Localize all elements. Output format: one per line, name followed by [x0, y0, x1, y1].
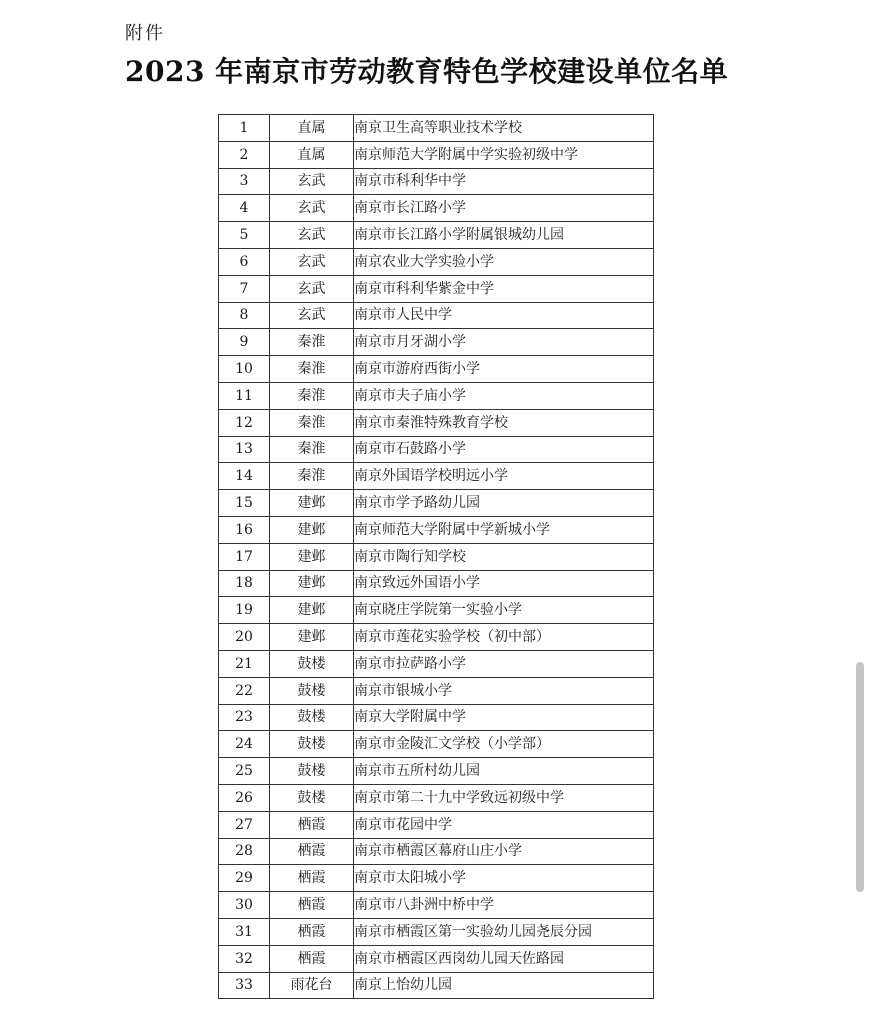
row-school-name: 南京卫生高等职业技术学校	[354, 115, 654, 142]
table-row	[219, 382, 654, 409]
row-number: 26	[219, 784, 270, 811]
row-school-name: 南京师范大学附属中学实验初级中学	[354, 141, 654, 168]
row-number: 30	[219, 892, 270, 919]
table-row	[219, 731, 654, 758]
row-district: 栖霞	[270, 838, 354, 865]
table-row	[219, 543, 654, 570]
table-row	[219, 302, 654, 329]
table-row	[219, 865, 654, 892]
table-row	[219, 784, 654, 811]
table-row	[219, 248, 654, 275]
row-school-name: 南京致远外国语小学	[354, 570, 654, 597]
row-district: 栖霞	[270, 811, 354, 838]
row-number: 14	[219, 463, 270, 490]
row-number: 32	[219, 945, 270, 972]
row-number: 5	[219, 222, 270, 249]
row-number: 9	[219, 329, 270, 356]
row-school-name: 南京市月牙湖小学	[354, 329, 654, 356]
row-school-name: 南京市拉萨路小学	[354, 650, 654, 677]
table-row	[219, 918, 654, 945]
table-row	[219, 490, 654, 517]
row-school-name: 南京市花园中学	[354, 811, 654, 838]
row-number: 8	[219, 302, 270, 329]
row-school-name: 南京市栖霞区幕府山庄小学	[354, 838, 654, 865]
row-district: 鼓楼	[270, 731, 354, 758]
row-number: 28	[219, 838, 270, 865]
table-row	[219, 811, 654, 838]
table-row	[219, 409, 654, 436]
attachment-label: 附件	[125, 23, 165, 44]
row-number: 1	[219, 115, 270, 142]
row-district: 秦淮	[270, 436, 354, 463]
row-district: 玄武	[270, 222, 354, 249]
table-row	[219, 222, 654, 249]
row-number: 2	[219, 141, 270, 168]
table-row	[219, 141, 654, 168]
table-row	[219, 892, 654, 919]
school-list-body	[219, 115, 654, 999]
row-district: 玄武	[270, 248, 354, 275]
table-row	[219, 329, 654, 356]
table-row	[219, 463, 654, 490]
row-district: 建邺	[270, 624, 354, 651]
row-number: 19	[219, 597, 270, 624]
table-row	[219, 168, 654, 195]
row-number: 3	[219, 168, 270, 195]
table-row	[219, 838, 654, 865]
table-row	[219, 516, 654, 543]
row-district: 玄武	[270, 275, 354, 302]
table-row	[219, 195, 654, 222]
row-number: 25	[219, 758, 270, 785]
row-school-name: 南京市五所村幼儿园	[354, 758, 654, 785]
row-district: 鼓楼	[270, 650, 354, 677]
table-row	[219, 677, 654, 704]
row-number: 27	[219, 811, 270, 838]
row-number: 29	[219, 865, 270, 892]
row-number: 20	[219, 624, 270, 651]
row-number: 12	[219, 409, 270, 436]
table-row	[219, 570, 654, 597]
row-district: 建邺	[270, 516, 354, 543]
row-school-name: 南京市夫子庙小学	[354, 382, 654, 409]
row-district: 玄武	[270, 168, 354, 195]
table-row	[219, 597, 654, 624]
row-number: 10	[219, 356, 270, 383]
row-school-name: 南京市陶行知学校	[354, 543, 654, 570]
table-row	[219, 704, 654, 731]
row-district: 鼓楼	[270, 704, 354, 731]
row-district: 鼓楼	[270, 758, 354, 785]
row-number: 33	[219, 972, 270, 999]
row-district: 秦淮	[270, 329, 354, 356]
table-row	[219, 650, 654, 677]
row-number: 7	[219, 275, 270, 302]
row-school-name: 南京市银城小学	[354, 677, 654, 704]
row-school-name: 南京市长江路小学	[354, 195, 654, 222]
row-number: 4	[219, 195, 270, 222]
row-number: 18	[219, 570, 270, 597]
table-row	[219, 275, 654, 302]
row-school-name: 南京大学附属中学	[354, 704, 654, 731]
vertical-scrollbar[interactable]	[856, 662, 864, 892]
table-row	[219, 758, 654, 785]
row-number: 15	[219, 490, 270, 517]
row-district: 栖霞	[270, 865, 354, 892]
row-district: 秦淮	[270, 356, 354, 383]
row-district: 雨花台	[270, 972, 354, 999]
row-district: 秦淮	[270, 463, 354, 490]
row-school-name: 南京市栖霞区第一实验幼儿园尧辰分园	[354, 918, 654, 945]
row-school-name: 南京市八卦洲中桥中学	[354, 892, 654, 919]
row-district: 秦淮	[270, 382, 354, 409]
row-district: 栖霞	[270, 945, 354, 972]
row-number: 16	[219, 516, 270, 543]
row-school-name: 南京市人民中学	[354, 302, 654, 329]
row-district: 玄武	[270, 302, 354, 329]
row-number: 31	[219, 918, 270, 945]
row-school-name: 南京市秦淮特殊教育学校	[354, 409, 654, 436]
row-district: 建邺	[270, 570, 354, 597]
row-school-name: 南京师范大学附属中学新城小学	[354, 516, 654, 543]
row-school-name: 南京市石鼓路小学	[354, 436, 654, 463]
row-school-name: 南京市科利华中学	[354, 168, 654, 195]
row-number: 13	[219, 436, 270, 463]
row-number: 17	[219, 543, 270, 570]
row-school-name: 南京外国语学校明远小学	[354, 463, 654, 490]
table-row	[219, 945, 654, 972]
row-number: 11	[219, 382, 270, 409]
row-school-name: 南京农业大学实验小学	[354, 248, 654, 275]
table-row	[219, 356, 654, 383]
row-district: 建邺	[270, 597, 354, 624]
row-district: 玄武	[270, 195, 354, 222]
row-number: 24	[219, 731, 270, 758]
row-number: 21	[219, 650, 270, 677]
row-number: 6	[219, 248, 270, 275]
row-district: 直属	[270, 141, 354, 168]
row-district: 秦淮	[270, 409, 354, 436]
row-district: 建邺	[270, 543, 354, 570]
row-school-name: 南京上怡幼儿园	[354, 972, 654, 999]
document-title: 2023 年南京市劳动教育特色学校建设单位名单	[125, 55, 729, 88]
row-school-name: 南京市太阳城小学	[354, 865, 654, 892]
row-school-name: 南京市科利华紫金中学	[354, 275, 654, 302]
row-school-name: 南京市学予路幼儿园	[354, 490, 654, 517]
row-school-name: 南京市第二十九中学致远初级中学	[354, 784, 654, 811]
table-row	[219, 624, 654, 651]
table-row	[219, 972, 654, 999]
row-district: 直属	[270, 115, 354, 142]
row-school-name: 南京晓庄学院第一实验小学	[354, 597, 654, 624]
row-number: 22	[219, 677, 270, 704]
row-district: 栖霞	[270, 892, 354, 919]
table-row	[219, 436, 654, 463]
row-district: 鼓楼	[270, 784, 354, 811]
row-school-name: 南京市栖霞区西岗幼儿园天佐路园	[354, 945, 654, 972]
row-school-name: 南京市长江路小学附属银城幼儿园	[354, 222, 654, 249]
row-district: 建邺	[270, 490, 354, 517]
row-school-name: 南京市金陵汇文学校（小学部）	[354, 731, 654, 758]
table-row	[219, 115, 654, 142]
row-school-name: 南京市莲花实验学校（初中部）	[354, 624, 654, 651]
row-district: 鼓楼	[270, 677, 354, 704]
school-list-table	[218, 114, 654, 999]
row-school-name: 南京市游府西街小学	[354, 356, 654, 383]
row-district: 栖霞	[270, 918, 354, 945]
row-number: 23	[219, 704, 270, 731]
